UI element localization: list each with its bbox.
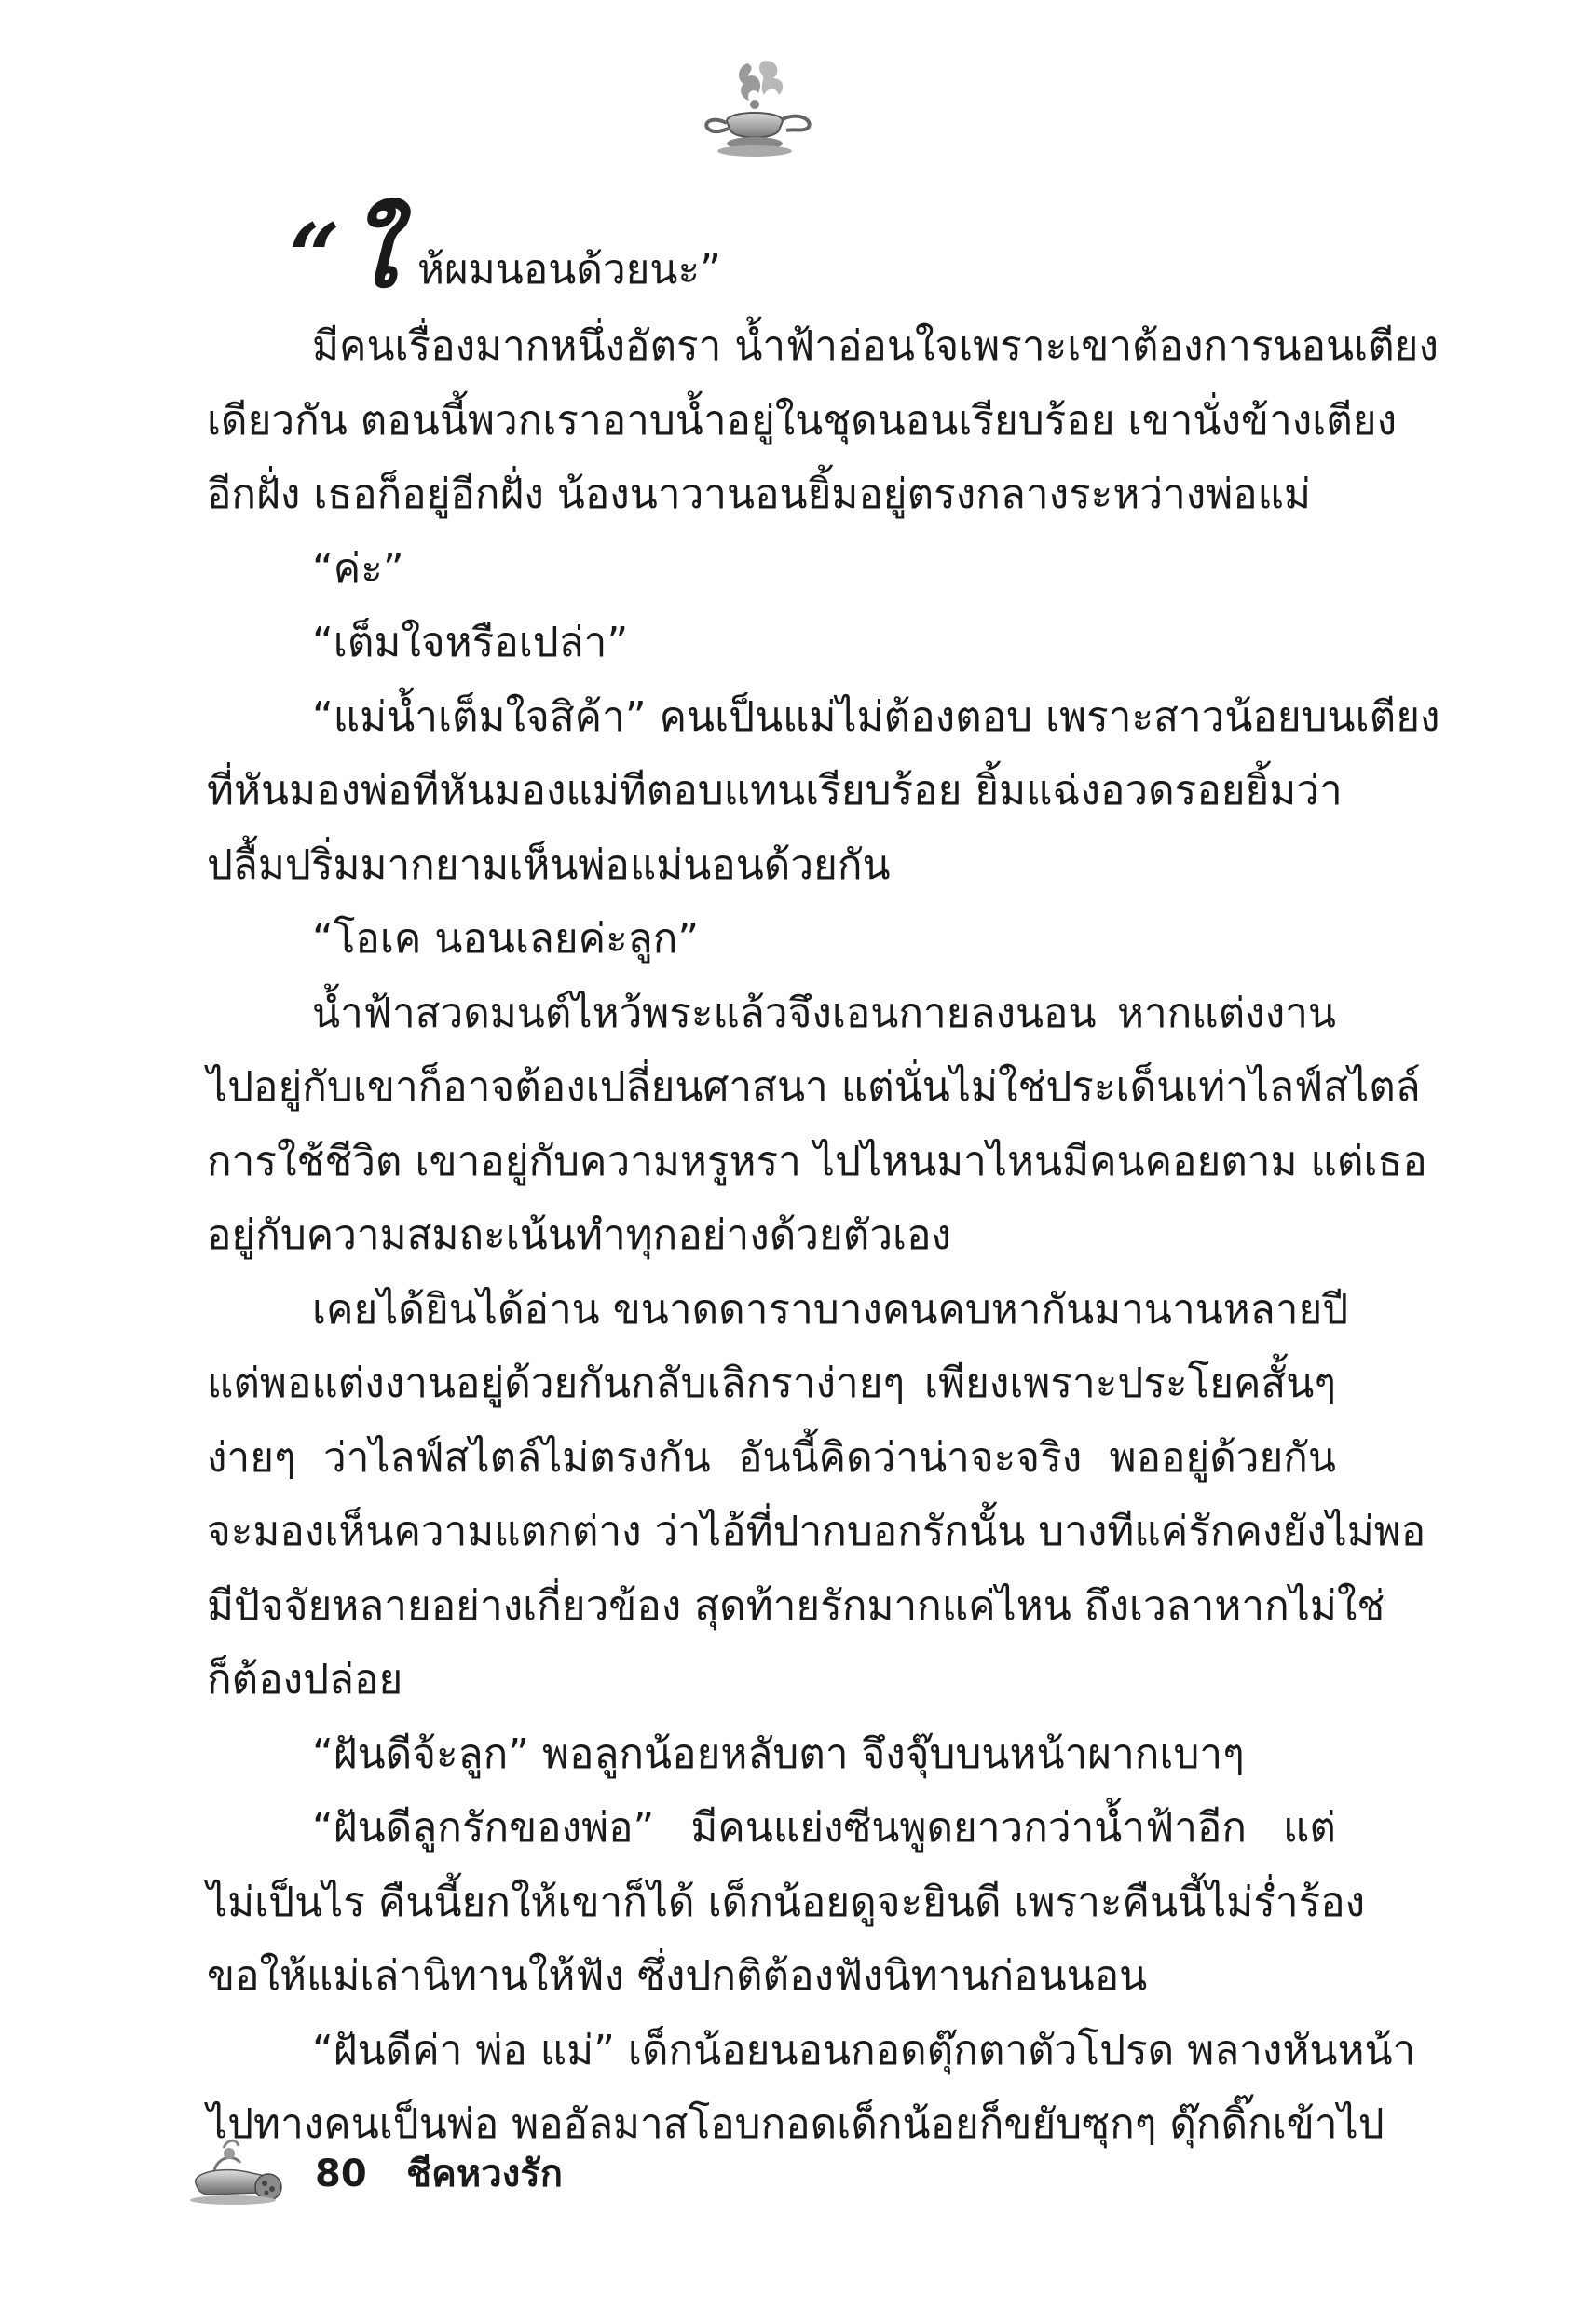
text-line: “แม่น้ำเต็มใจสิค้า” คนเป็นแม่ไม่ต้องตอบ เพราะสาวน้อยบนเตียง <box>312 692 1440 741</box>
text-line: ปลื้มปริ่มมากยามเห็นพ่อแม่นอนด้วยกัน <box>207 841 891 889</box>
text-line: ขอให้แม่เล่านิทานให้ฟัง ซึ่งปกติต้องฟังนิทานก่อนนอน <box>207 1952 1148 2000</box>
opening-line-text: ห้ผมนอนด้วยนะ” <box>417 246 721 294</box>
text-line: “ฝันดีลูกรักของพ่อ” มีคนแย่งซีนพูดยาวกว่าน้ำฟ้าอีก แต่ <box>312 1804 1336 1852</box>
text-line: อีกฝั่ง เธอก็อยู่อีกฝั่ง น้องนาวานอนยิ้มอยู่ตรงกลางระหว่างพ่อแม่ <box>207 471 1312 518</box>
text-line: การใช้ชีวิต เขาอยู่กับความหรูหรา ไปไหนมาไหนมีคนคอยตาม แต่เธอ <box>207 1137 1427 1185</box>
text-line: น้ำฟ้าสวดมนต์ไหว้พระแล้วจึงเอนกายลงนอน หากแต่งงาน <box>312 989 1336 1037</box>
text-line: มีปัจจัยหลายอย่างเกี่ยวข้อง สุดท้ายรักมากแค่ไหน ถึงเวลาหากไม่ใช่ <box>207 1581 1385 1630</box>
page-footer <box>186 2129 745 2213</box>
book-title: ชีคหวงรัก <box>406 2153 563 2195</box>
teapot-dessert-icon <box>186 2129 289 2208</box>
text-line: ก็ต้องปล่อย <box>207 1656 403 1703</box>
text-line: “ค่ะ” <box>312 544 404 593</box>
text-line: “โอเค นอนเลยค่ะลูก” <box>312 915 700 963</box>
text-line: อยู่กับความสมถะเน้นทำทุกอย่างด้วยตัวเอง <box>207 1211 952 1259</box>
text-line: จะมองเห็นความแตกต่าง ว่าไอ้ที่ปากบอกรักนั้น บางทีแค่รักคงยังไม่พอ <box>207 1508 1426 1555</box>
text-line: ไปทางคนเป็นพ่อ พออัลมาสโอบกอดเด็กน้อยก็ขยับซุกๆ ดุ๊กดิ๊กเข้าไป <box>207 2100 1385 2148</box>
genie-lamp-icon <box>689 54 820 166</box>
text-line: ที่หันมองพ่อทีหันมองแม่ทีตอบแทนเรียบร้อย ยิ้มแฉ่งอวดรอยยิ้มว่า <box>207 767 1343 814</box>
text-line: “ฝันดีค่า พ่อ แม่” เด็กน้อยนอนกอดตุ๊กตาตัวโปรด พลางหันหน้า <box>312 2026 1416 2074</box>
text-line: มีคนเรื่องมากหนึ่งอัตรา น้ำฟ้าอ่อนใจเพราะเขาต้องการนอนเตียง <box>312 322 1439 370</box>
opening-quote-mark: “ <box>289 204 341 309</box>
text-line: ง่ายๆ ว่าไลฟ์สไตล์ไม่ตรงกัน อันนี้คิดว่าน่าจะจริง พออยู่ด้วยกัน <box>207 1433 1336 1482</box>
text-line: เคยได้ยินได้อ่าน ขนาดดาราบางคนคบหากันมานานหลายปี <box>312 1285 1349 1333</box>
text-line: “ฝันดีจ้ะลูก” พอลูกน้อยหลับตา จึงจุ๊บบนหน้าผากเบาๆ <box>312 1730 1245 1778</box>
text-line: “เต็มใจหรือเปล่า” <box>312 619 629 666</box>
text-line: ไม่เป็นไร คืนนี้ยกให้เขาก็ได้ เด็กน้อยดูจะยินดี เพราะคืนนี้ไม่ร่ำร้อง <box>207 1878 1366 1926</box>
text-line: เดียวกัน ตอนนี้พวกเราอาบน้ำอยู่ในชุดนอนเรียบร้อย เขานั่งข้างเตียง <box>207 396 1398 444</box>
text-line: ไปอยู่กับเขาก็อาจต้องเปลี่ยนศาสนา แต่นั่นไม่ใช่ประเด็นเท่าไลฟ์สไตล์ <box>207 1063 1421 1111</box>
text-line: แต่พอแต่งงานอยู่ด้วยกันกลับเลิกราง่ายๆ เพียงเพราะประโยคสั้นๆ <box>207 1360 1336 1407</box>
drop-cap: ใ <box>348 196 396 309</box>
page-number: 80 <box>315 2153 367 2195</box>
